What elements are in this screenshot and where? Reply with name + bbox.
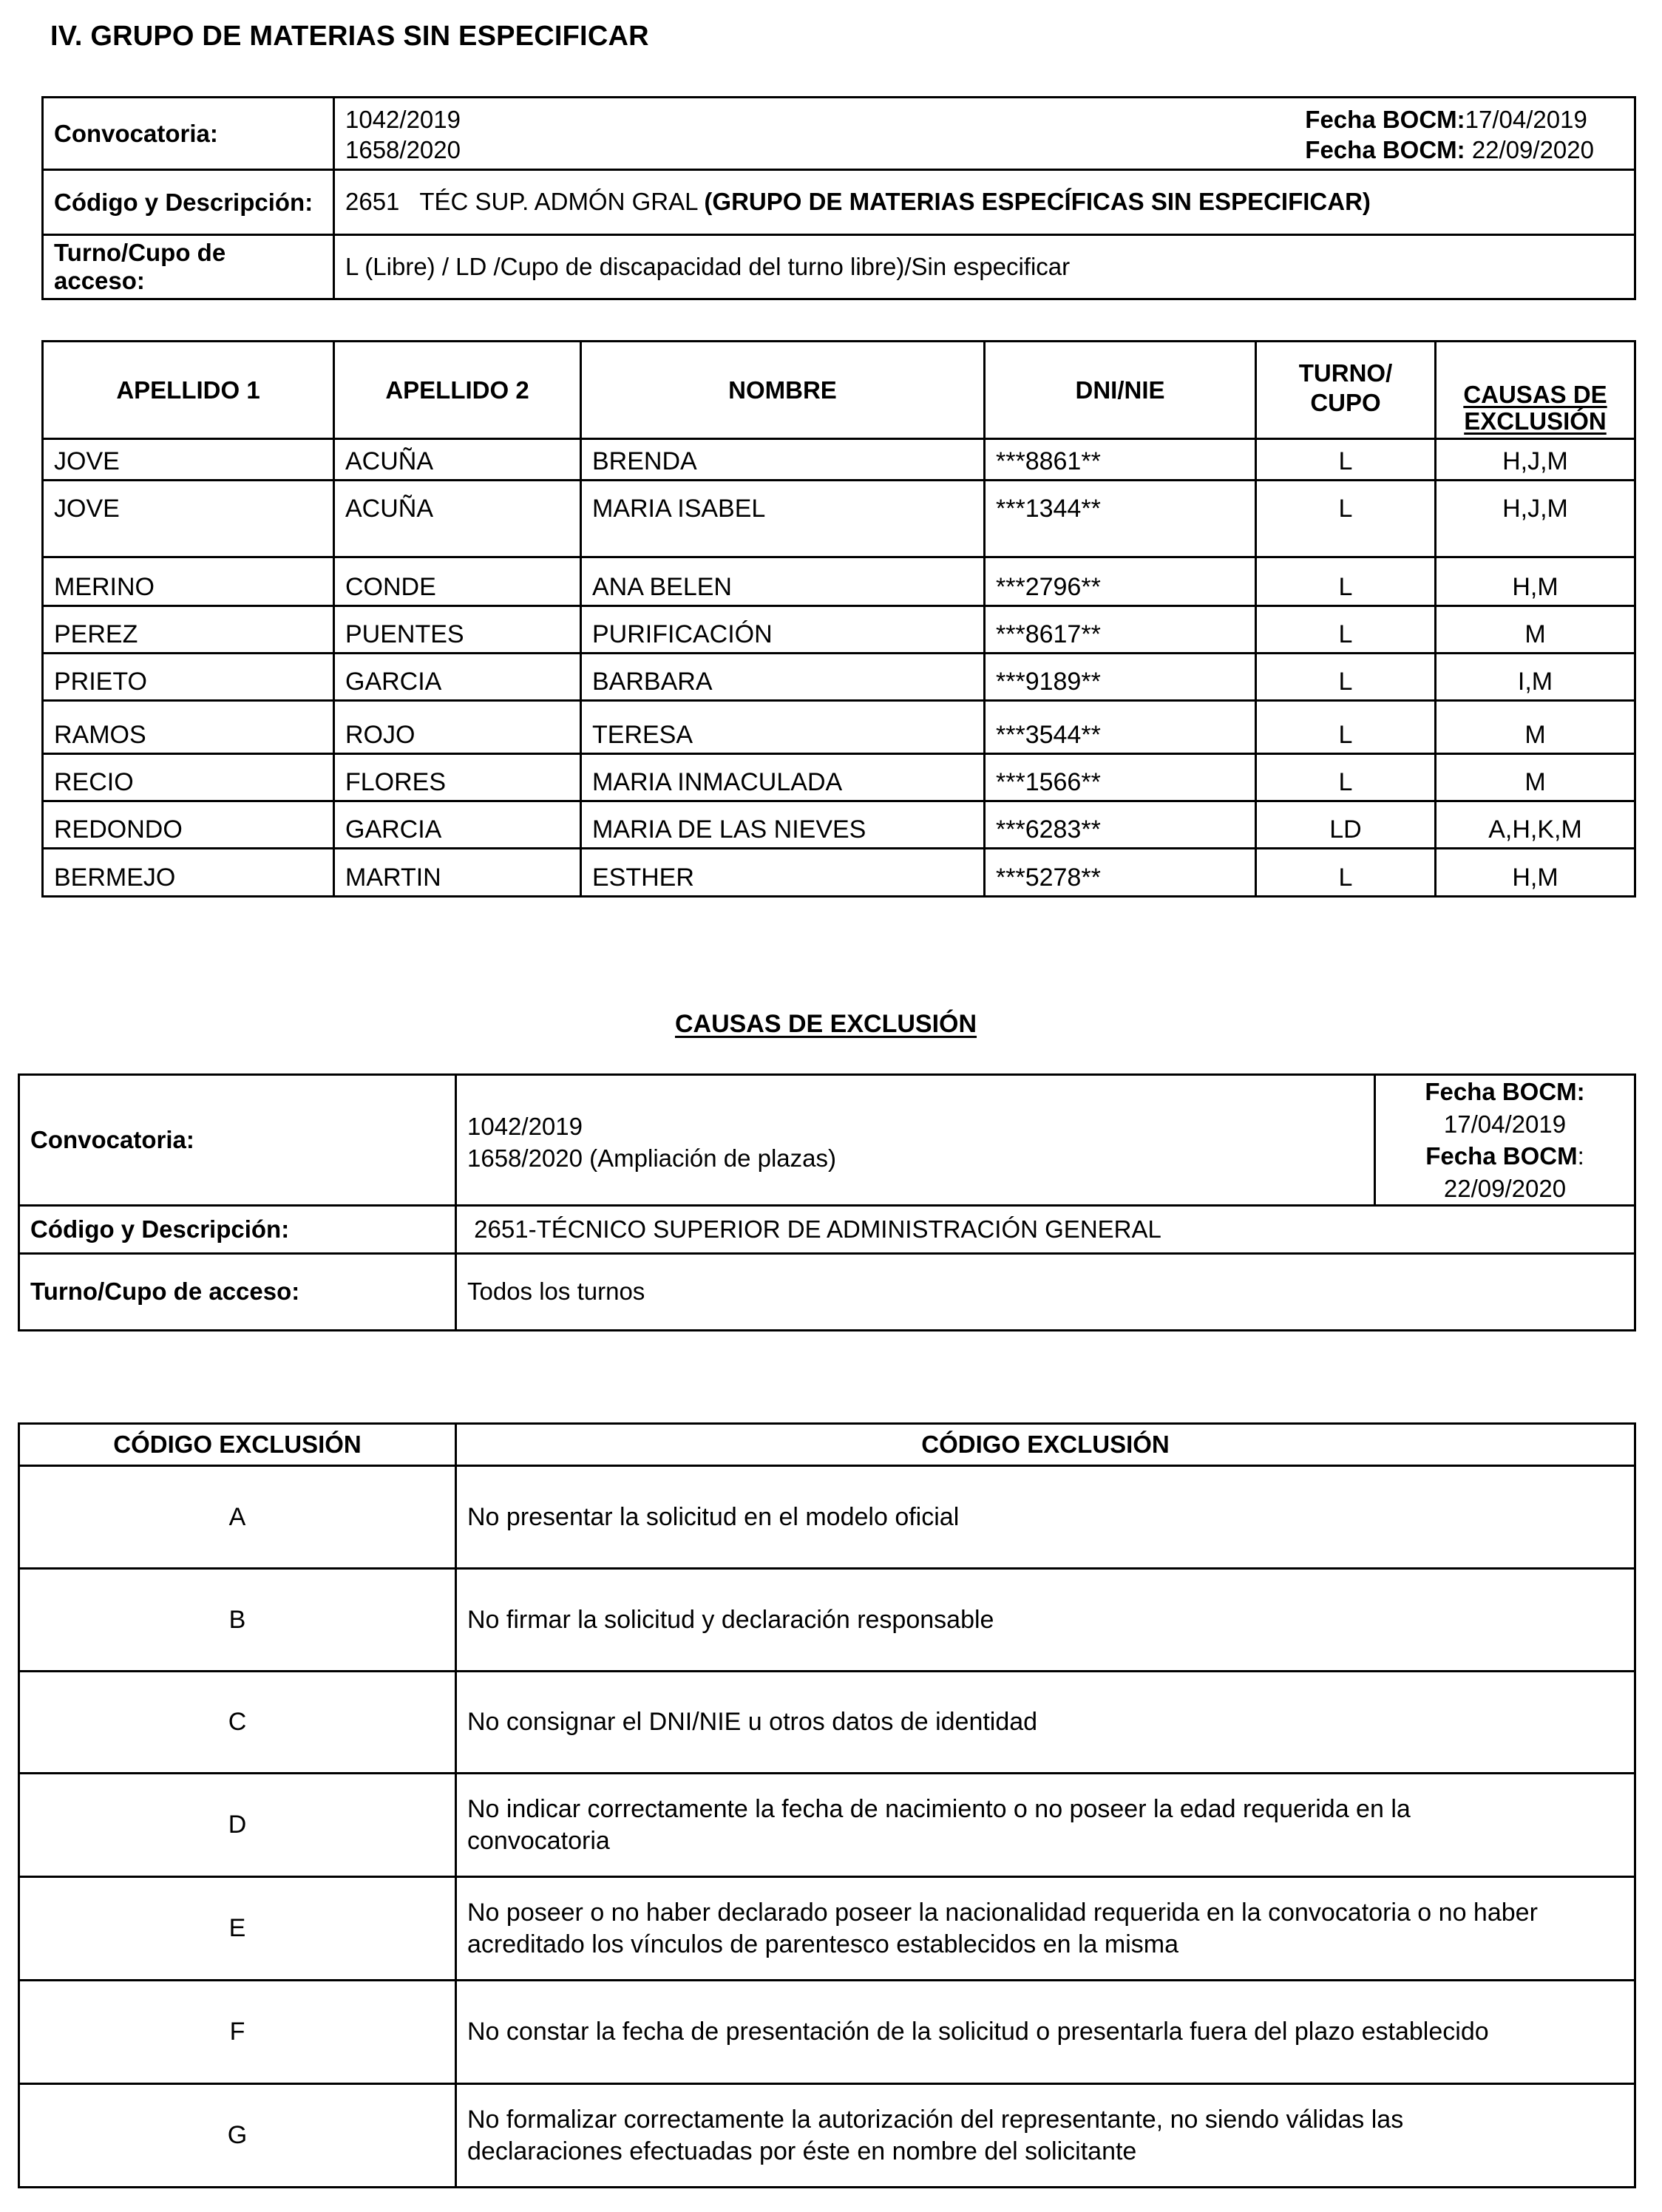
cell-dni: ***5278** [985,849,1256,897]
cell-code: G [19,2084,456,2188]
table-header-row [19,1424,1635,1466]
cell-code: E [19,1877,456,1981]
cell-causas: M [1436,754,1635,801]
cell-causas: M [1436,701,1635,754]
column-header-apellido1: APELLIDO 1 [43,342,334,439]
cell-apellido2: GARCIA [334,654,581,701]
table-header-row [43,342,1635,439]
fecha-bocm-value: 17/04/2019 [1443,1110,1567,1138]
cell-apellido2: ACUÑA [334,481,581,557]
cell-apellido1: PRIETO [43,654,334,701]
table-row [43,754,1635,801]
column-header-causas-text: CAUSAS DE EXCLUSIÓN [1463,381,1607,435]
cell-dni: ***8861** [985,439,1256,481]
cell-description: No constar la fecha de presentación de la solicitud o presentarla fuera del plazo establecido [456,1981,1635,2084]
codigo-value: 2651-TÉCNICO SUPERIOR DE ADMINISTRACIÓN GENERAL [456,1206,1635,1254]
table-row [43,557,1635,606]
cell-causas: I,M [1436,654,1635,701]
fecha-bocm-label: Fecha BOCM [1425,1142,1578,1170]
cell-dni: ***1566** [985,754,1256,801]
cell-dni: ***3544** [985,701,1256,754]
cell-apellido1: RECIO [43,754,334,801]
table-row [43,701,1635,754]
cell-nombre: MARIA INMACULADA [581,754,985,801]
cell-causas: H,M [1436,557,1635,606]
causas-section-title: CAUSAS DE EXCLUSIÓN [674,1010,977,1038]
fecha-bocm-colon: : [1577,1142,1584,1170]
cell-causas: M [1436,606,1635,654]
table-row [43,801,1635,849]
cell-apellido1: BERMEJO [43,849,334,897]
excluded-applicants-table [41,340,1636,898]
cell-description: No consignar el DNI/NIE u otros datos de identidad [456,1672,1635,1774]
cell-description: No formalizar correctamente la autorización del representante, no siendo válidas las declaraciones efectuadas por éste en nombre del solicitante [456,2084,1635,2188]
cell-dni: ***9189** [985,654,1256,701]
table-row [43,439,1635,481]
codigo-bold: (GRUPO DE MATERIAS ESPECÍFICAS SIN ESPECIFICAR) [704,188,1371,216]
table-row [43,849,1635,897]
cell-turno: L [1256,606,1436,654]
cell-apellido1: REDONDO [43,801,334,849]
convocatoria-dates [1305,105,1624,165]
page-title: IV. GRUPO DE MATERIAS SIN ESPECIFICAR [50,21,649,52]
cell-turno: L [1256,754,1436,801]
turno-label: Turno/Cupo de acceso: [43,235,334,299]
codigo-label: Código y Descripción: [19,1206,456,1254]
turno-value: L (Libre) / LD /Cupo de discapacidad del turno libre)/Sin especificar [334,235,1635,299]
table-row [43,481,1635,557]
convocatoria-line: 1658/2020 (Ampliación de plazas) [467,1144,836,1173]
cell-apellido1: JOVE [43,481,334,557]
cell-code: C [19,1672,456,1774]
cell-apellido2: MARTIN [334,849,581,897]
cell-nombre: PURIFICACIÓN [581,606,985,654]
cell-apellido2: ROJO [334,701,581,754]
codigo-value [334,170,1635,235]
fecha-bocm-value: 22/09/2020 [1443,1174,1567,1202]
cell-causas: A,H,K,M [1436,801,1635,849]
cell-turno: L [1256,439,1436,481]
cell-apellido1: JOVE [43,439,334,481]
table-row [19,1466,1635,1569]
cell-apellido2: PUENTES [334,606,581,654]
cell-description: No poseer o no haber declarado poseer la nacionalidad requerida en la convocatoria o no haber acreditado los vínculos de parentesco establecidos en la misma [456,1877,1635,1981]
column-header-code: CÓDIGO EXCLUSIÓN [19,1424,456,1466]
cell-code: A [19,1466,456,1569]
cell-dni: ***2796** [985,557,1256,606]
cell-dni: ***1344** [985,481,1256,557]
fecha-bocm-value: 17/04/2019 [1465,106,1587,134]
column-header-turno-text: TURNO/ CUPO [1298,359,1393,416]
turno-label: Turno/Cupo de acceso: [19,1254,456,1331]
column-header-dni: DNI/NIE [985,342,1256,439]
convocatoria-number: 1658/2020 [345,135,461,163]
convocatoria-line: 1042/2019 [467,1113,583,1141]
cell-nombre: MARIA DE LAS NIEVES [581,801,985,849]
column-header-description: CÓDIGO EXCLUSIÓN [456,1424,1635,1466]
cell-description: No presentar la solicitud en el modelo oficial [456,1466,1635,1569]
convocatoria-values [456,1075,1375,1206]
cell-nombre: TERESA [581,701,985,754]
cell-nombre: ESTHER [581,849,985,897]
table-row [19,1877,1635,1981]
cell-turno: L [1256,701,1436,754]
convocatoria-numbers [345,105,461,165]
turno-value: Todos los turnos [456,1254,1635,1331]
table-row [43,654,1635,701]
column-header-causas [1436,342,1635,439]
fecha-bocm-label: Fecha BOCM: [1305,135,1465,163]
fecha-bocm-label: Fecha BOCM: [1425,1078,1585,1105]
cell-causas: H,J,M [1436,439,1635,481]
cell-code: B [19,1569,456,1672]
codigo-plain: 2651 TÉC SUP. ADMÓN GRAL [345,188,705,216]
table-row [43,606,1635,654]
convocatoria-header-table [41,96,1636,300]
column-header-apellido2: APELLIDO 2 [334,342,581,439]
cell-code: D [19,1774,456,1877]
cell-description: No indicar correctamente la fecha de nacimiento o no poseer la edad requerida en la convocatoria [456,1774,1635,1877]
table-row [19,1774,1635,1877]
cell-nombre: BARBARA [581,654,985,701]
cell-turno: L [1256,481,1436,557]
cell-apellido2: GARCIA [334,801,581,849]
cell-code: F [19,1981,456,2084]
column-header-turno [1256,342,1436,439]
convocatoria-label: Convocatoria: [43,98,334,170]
cell-dni: ***8617** [985,606,1256,654]
cell-turno: LD [1256,801,1436,849]
fecha-bocm-cell [1375,1075,1635,1206]
cell-apellido1: MERINO [43,557,334,606]
table-row [19,2084,1635,2188]
table-row [19,1672,1635,1774]
cell-nombre: ANA BELEN [581,557,985,606]
cell-apellido2: FLORES [334,754,581,801]
convocatoria-values [334,98,1635,170]
codigo-label: Código y Descripción: [43,170,334,235]
causas-info-table [18,1073,1636,1331]
table-row [19,1569,1635,1672]
cell-nombre: MARIA ISABEL [581,481,985,557]
cell-nombre: BRENDA [581,439,985,481]
fecha-bocm-value: 22/09/2020 [1465,135,1594,163]
cell-apellido2: ACUÑA [334,439,581,481]
table-row [19,1981,1635,2084]
exclusion-codes-table [18,1422,1636,2188]
cell-turno: L [1256,557,1436,606]
cell-turno: L [1256,654,1436,701]
column-header-nombre: NOMBRE [581,342,985,439]
cell-turno: L [1256,849,1436,897]
cell-dni: ***6283** [985,801,1256,849]
fecha-bocm-label: Fecha BOCM: [1305,106,1465,134]
cell-apellido2: CONDE [334,557,581,606]
cell-apellido1: RAMOS [43,701,334,754]
cell-apellido1: PEREZ [43,606,334,654]
cell-causas: H,M [1436,849,1635,897]
convocatoria-label: Convocatoria: [19,1075,456,1206]
cell-description: No firmar la solicitud y declaración responsable [456,1569,1635,1672]
convocatoria-number: 1042/2019 [345,106,461,134]
cell-causas: H,J,M [1436,481,1635,557]
